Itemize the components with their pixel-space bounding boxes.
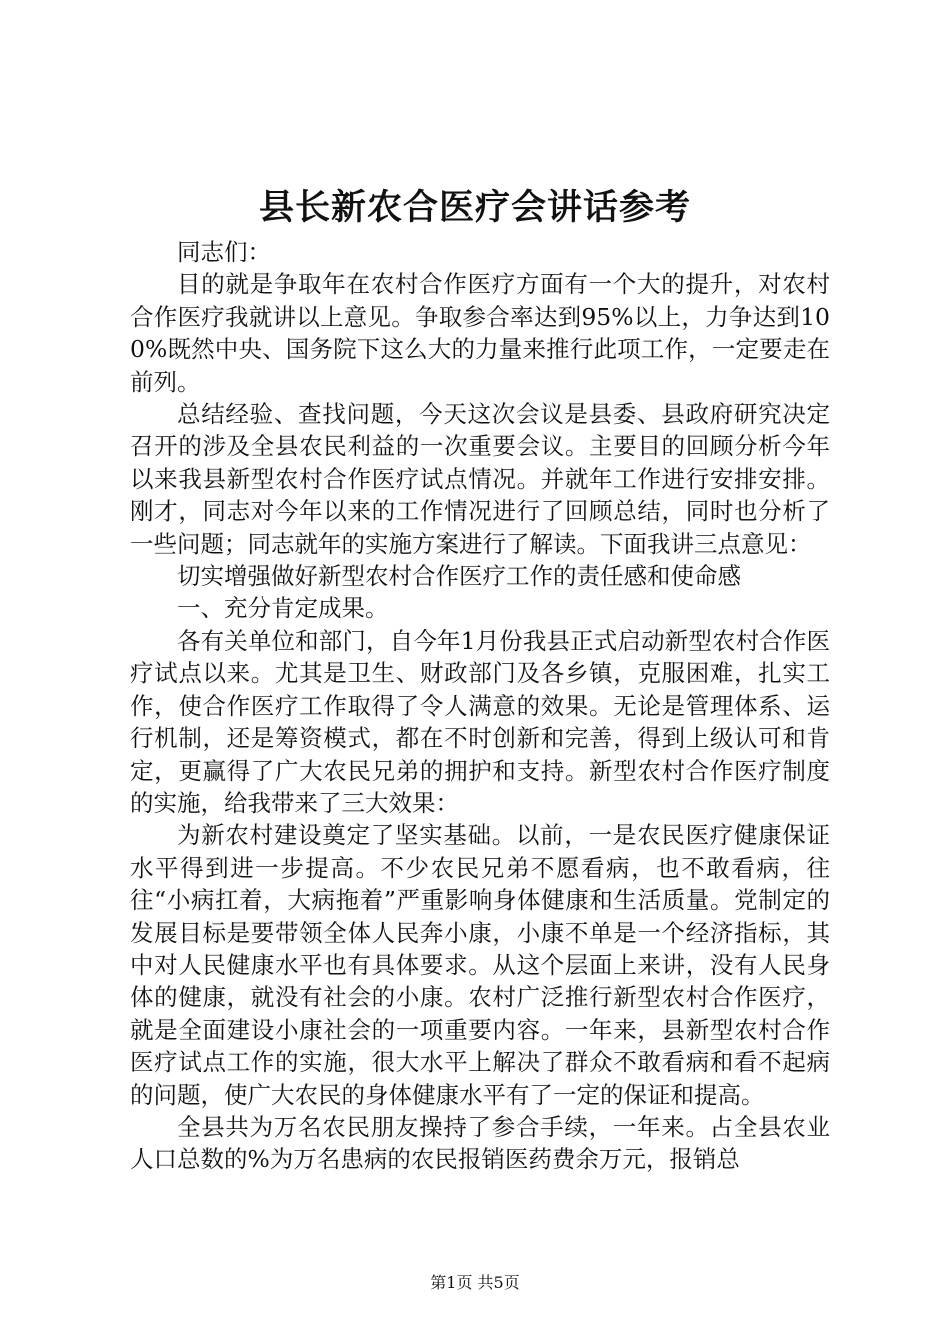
document-title: 县长新农合医疗会讲话参考: [258, 187, 691, 228]
document-body: [130, 236, 830, 1176]
section-heading: 切实增强做好新型农村合作医疗工作的责任感和使命感: [177, 562, 741, 591]
paragraph: 目的就是争取年在农村合作医疗方面有一个大的提升，对农村合作医疗我就讲以上意见。争取参合率达到95%以上，力争达到100%既然中央、国务院下这么大的力量来推行此项工作，一定要走在前列。: [130, 270, 830, 396]
paragraph: 全县共为万名农民朋友操持了参合手续，一年来。占全县农业人口总数的%为万名患病的农民报销医药费余万元，报销总: [130, 1112, 830, 1174]
paragraph: 为新农村建设奠定了坚实基础。以前，一是农民医疗健康保证水平得到进一步提高。不少农民兄弟不愿看病，也不敢看病，往往“小病扛着，大病拖着”严重影响身体健康和生活质量。党制定的发展目标是要带领全体人民奔小康，小康不单是一个经济指标，其中对人民健康水平也有具体要求。从这个层面上来讲，没有人民身体的健康，就没有社会的小康。农村广泛推行新型农村合作医疗，就是全面建设小康社会的一项重要内容。一年来，县新型农村合作医疗试点工作的实施，很大水平上解决了群众不敢看病和看不起病的问题，使广大农民的身体健康水平有了一定的保证和提高。: [130, 821, 830, 1109]
paragraph: 各有关单位和部门，自今年1月份我县正式启动新型农村合作医疗试点以来。尤其是卫生、财政部门及各乡镇，克服困难，扎实工作，使合作医疗工作取得了令人满意的效果。无论是管理体系、运行机制，还是筹资模式，都在不时创新和完善，得到上级认可和肯定，更赢得了广大农民兄弟的拥护和支持。新型农村合作医疗制度的实施，给我带来了三大效果：: [130, 626, 830, 817]
section-heading: 一、充分肯定成果。: [177, 594, 389, 623]
paragraph: 总结经验、查找问题，今天这次会议是县委、县政府研究决定召开的涉及全县农民利益的一次重要会议。主要目的回顾分析今年以来我县新型农村合作医疗试点情况。并就年工作进行安排安排。刚才，同志对今年以来的工作情况进行了回顾总结，同时也分析了一些问题；同志就年的实施方案进行了解读。下面我讲三点意见：: [130, 400, 830, 558]
page-number-footer: 第1页 共5页: [430, 1273, 520, 1292]
salutation: 同志们：: [177, 238, 271, 266]
